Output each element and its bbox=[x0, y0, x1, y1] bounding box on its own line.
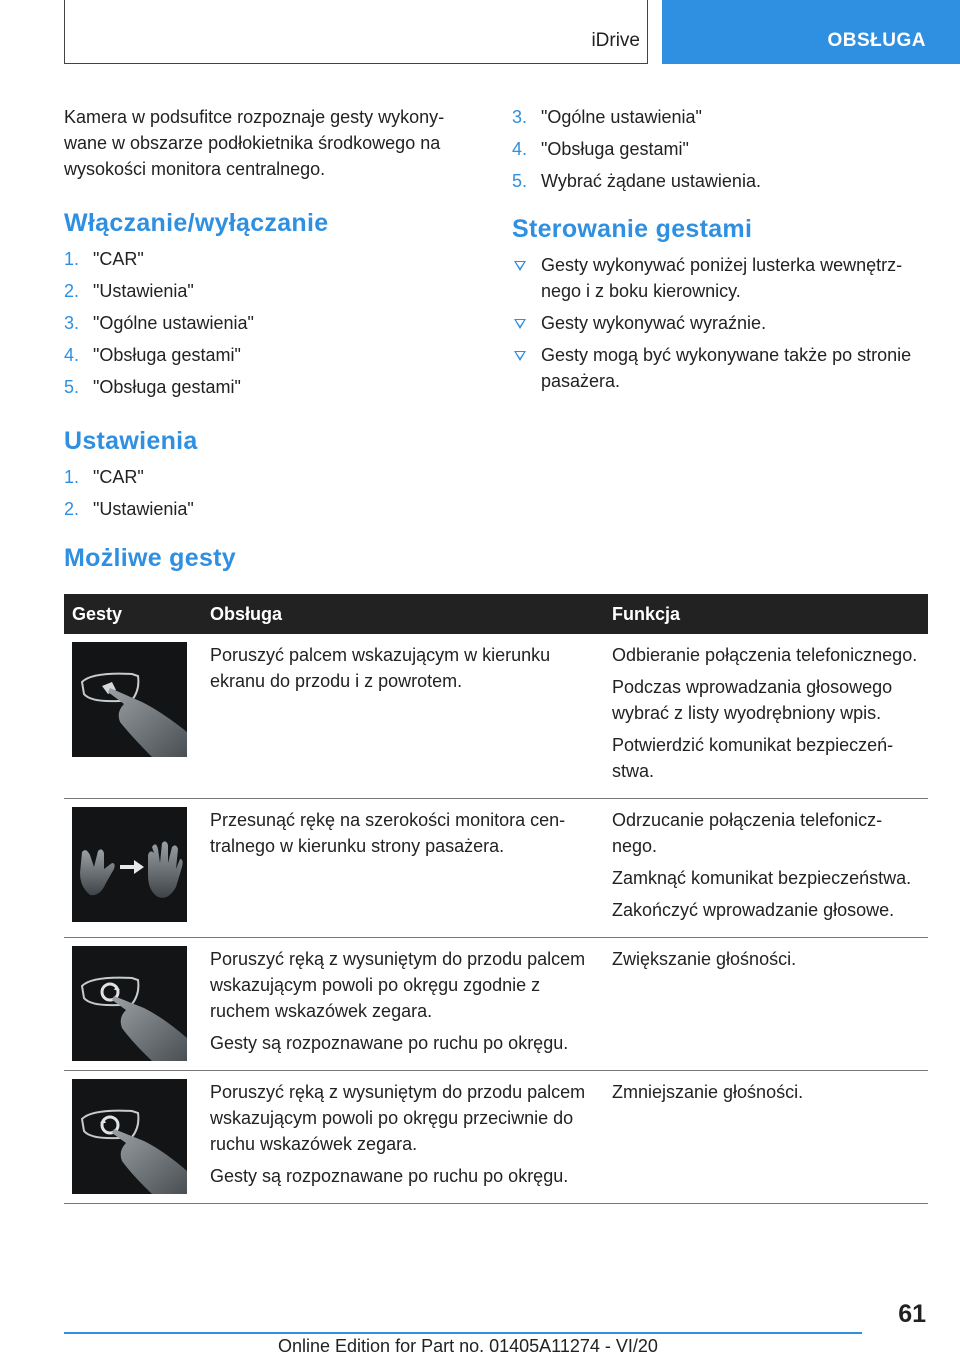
funkcja-cell bbox=[604, 938, 928, 1071]
onoff-heading: Włączanie/wyłączanie bbox=[64, 209, 329, 237]
step-text: "Obsługa gestami" bbox=[93, 377, 241, 397]
table-header-row bbox=[64, 594, 928, 634]
bullet-item bbox=[512, 342, 928, 394]
obsluga-cell bbox=[202, 938, 604, 1071]
settings-steps-continued bbox=[512, 104, 928, 194]
header-chapter-tab bbox=[662, 0, 960, 64]
step-item bbox=[512, 136, 928, 162]
funkcja-text: Zakończyć wprowadzanie głosowe. bbox=[612, 900, 895, 920]
step-item bbox=[64, 310, 464, 336]
column-header-gesty: Gesty bbox=[64, 594, 202, 634]
footer-divider bbox=[64, 1332, 862, 1334]
step-item bbox=[512, 168, 928, 194]
header-box bbox=[64, 0, 648, 64]
funkcja-text: Podczas wprowadzania głosowego wybrać z listy wyodrębniony wpis. bbox=[612, 677, 893, 723]
step-number: 3. bbox=[64, 313, 80, 333]
gesture-cell bbox=[64, 799, 202, 938]
step-item bbox=[64, 342, 464, 368]
table-row bbox=[64, 799, 928, 938]
step-number: 2. bbox=[64, 281, 80, 301]
settings-steps bbox=[64, 464, 464, 522]
step-text: "Ogólne ustawienia" bbox=[541, 107, 702, 127]
step-text: "Obsługa gestami" bbox=[541, 139, 689, 159]
column-header-funkcja: Funkcja bbox=[604, 594, 928, 634]
bullet-text: Gesty wykonywać wyraźnie. bbox=[541, 313, 767, 333]
finger-circle-counterclockwise-gesture-icon bbox=[72, 1079, 187, 1194]
funkcja-text: Zamknąć komunikat bezpieczeństwa. bbox=[612, 868, 912, 888]
step-item bbox=[64, 246, 464, 272]
step-item bbox=[512, 104, 928, 130]
funkcja-cell bbox=[604, 1071, 928, 1204]
step-item bbox=[64, 278, 464, 304]
step-number: 1. bbox=[64, 467, 80, 487]
footer-edition: Online Edition for Part no. 01405A11274 - VI/20 bbox=[278, 1336, 658, 1356]
step-text: "Ogólne ustawienia" bbox=[93, 313, 254, 333]
obsluga-text: Poruszyć ręką z wysuniętym do przodu palcem wskazującym powoli po okręgu przeciwnie do ruchu wskazówek zegara. bbox=[210, 1082, 586, 1154]
header-section-title: iDrive bbox=[591, 30, 640, 51]
step-number: 2. bbox=[64, 499, 80, 519]
obsluga-text: Przesunąć rękę na szerokości monitora centralnego w kierunku strony pasażera. bbox=[210, 810, 566, 856]
step-number: 5. bbox=[512, 171, 528, 191]
step-number: 5. bbox=[64, 377, 80, 397]
column-header-obsluga: Obsługa bbox=[202, 594, 604, 634]
bullet-text: Gesty mogą być wykonywane także po stronie pasażera. bbox=[541, 345, 912, 391]
gestures-table bbox=[64, 594, 928, 1204]
obsluga-cell bbox=[202, 1071, 604, 1204]
table-row bbox=[64, 634, 928, 799]
step-text: "CAR" bbox=[93, 249, 144, 269]
table-row bbox=[64, 938, 928, 1071]
triangle-bullet-icon bbox=[514, 351, 526, 361]
funkcja-cell bbox=[604, 634, 928, 799]
triangle-bullet-icon bbox=[514, 319, 526, 329]
control-bullets bbox=[512, 252, 928, 394]
finger-circle-clockwise-gesture-icon bbox=[72, 946, 187, 1061]
step-text: "Ustawienia" bbox=[93, 499, 194, 519]
finger-forward-back-gesture-icon bbox=[72, 642, 187, 757]
obsluga-text: Poruszyć ręką z wysuniętym do przodu palcem wskazującym powoli po okręgu zgodnie z ruchem wskazówek zegara. bbox=[210, 949, 586, 1021]
gesture-cell bbox=[64, 938, 202, 1071]
funkcja-text: Zmniejszanie głośności. bbox=[612, 1082, 804, 1102]
obsluga-text: Gesty są rozpoznawane po ruchu po okręgu. bbox=[210, 1033, 569, 1053]
gesture-cell bbox=[64, 634, 202, 799]
hand-swipe-gesture-icon bbox=[72, 807, 187, 922]
control-heading: Sterowanie gestami bbox=[512, 215, 753, 243]
obsluga-cell bbox=[202, 634, 604, 799]
obsluga-cell bbox=[202, 799, 604, 938]
step-text: "Ustawienia" bbox=[93, 281, 194, 301]
funkcja-text: Zwiększanie głośności. bbox=[612, 949, 797, 969]
intro-paragraph: Kamera w podsufitce rozpoznaje gesty wykonywane w obszarze podłokietnika środkowego na wysokości monitora centralnego. bbox=[64, 107, 445, 179]
onoff-steps bbox=[64, 246, 464, 400]
funkcja-text: Odrzucanie połączenia telefonicznego. bbox=[612, 810, 883, 856]
page-number: 61 bbox=[898, 1300, 926, 1328]
left-column bbox=[64, 104, 464, 528]
step-text: Wybrać żądane ustawienia. bbox=[541, 171, 761, 191]
header-chapter-label: OBSŁUGA bbox=[827, 30, 926, 51]
step-text: "Obsługa gestami" bbox=[93, 345, 241, 365]
step-number: 4. bbox=[512, 139, 528, 159]
step-item bbox=[64, 374, 464, 400]
funkcja-cell bbox=[604, 799, 928, 938]
right-column bbox=[512, 104, 928, 400]
bullet-item bbox=[512, 310, 928, 336]
step-number: 3. bbox=[512, 107, 528, 127]
triangle-bullet-icon bbox=[514, 261, 526, 271]
step-item bbox=[64, 464, 464, 490]
step-number: 4. bbox=[64, 345, 80, 365]
step-number: 1. bbox=[64, 249, 80, 269]
obsluga-text: Gesty są rozpoznawane po ruchu po okręgu. bbox=[210, 1166, 569, 1186]
obsluga-text: Poruszyć palcem wskazującym w kierunku ekranu do przodu i z powrotem. bbox=[210, 645, 551, 691]
step-item bbox=[64, 496, 464, 522]
settings-heading: Ustawienia bbox=[64, 427, 198, 455]
funkcja-text: Odbieranie połączenia telefonicznego. bbox=[612, 645, 918, 665]
gesture-cell bbox=[64, 1071, 202, 1204]
gestures-heading: Możliwe gesty bbox=[64, 544, 236, 572]
bullet-item bbox=[512, 252, 928, 304]
funkcja-text: Potwierdzić komunikat bezpieczeństwa. bbox=[612, 735, 894, 781]
table-row bbox=[64, 1071, 928, 1204]
step-text: "CAR" bbox=[93, 467, 144, 487]
bullet-text: Gesty wykonywać poniżej lusterka wewnętrznego i z boku kierownicy. bbox=[541, 255, 903, 301]
